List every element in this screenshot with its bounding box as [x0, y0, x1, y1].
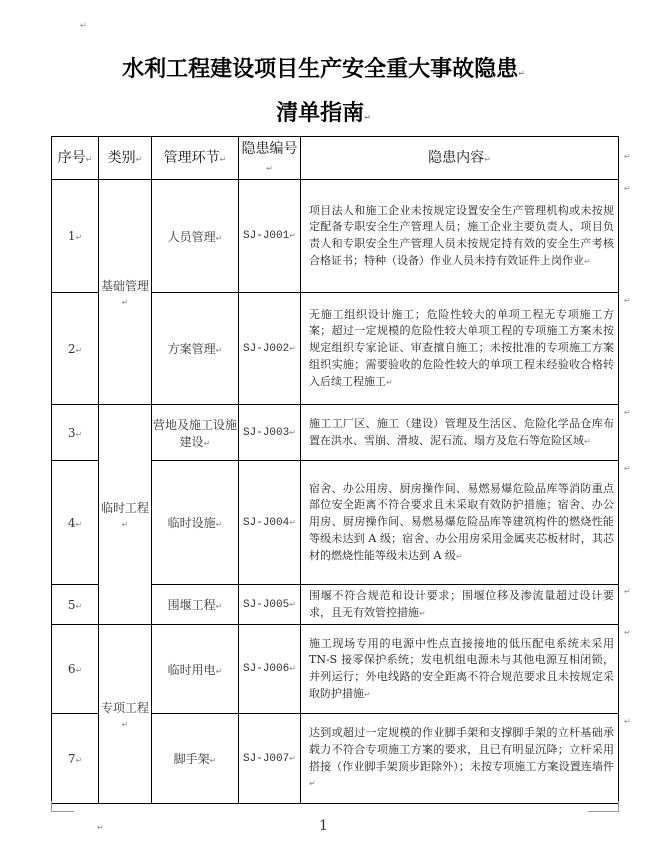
- row-no: 4↵: [52, 461, 99, 585]
- paragraph-mark-icon: ↵: [624, 408, 631, 417]
- row-code: SJ-J005↵: [239, 585, 301, 625]
- document-title-line1: 水利工程建设项目生产安全重大事故隐患↵: [122, 57, 525, 82]
- table-row: [52, 180, 619, 293]
- table-header-row: [52, 137, 619, 180]
- document-title-line2: 清单指南↵: [276, 101, 371, 126]
- row-stage: 人员管理↵: [152, 180, 239, 293]
- header-content: 隐患内容↵: [301, 137, 619, 180]
- row-code: SJ-J001↵: [239, 180, 301, 293]
- row-category: 专项工程↵: [99, 625, 152, 804]
- row-no: 5↵: [52, 585, 99, 625]
- row-content: 围堰不符合规范和设计要求；围堰位移及渗流量超过设计要求，且无有效管控措施↵: [301, 585, 619, 625]
- row-category: 临时工程↵: [99, 405, 152, 625]
- page-number: 1: [319, 818, 328, 834]
- row-no: 7↵: [52, 714, 99, 804]
- row-no: 6↵: [52, 625, 99, 714]
- table-row: [52, 625, 619, 714]
- row-content: 项目法人和施工企业未按规定设置安全生产管理机构或未按规定配备专职安全生产管理人员；施工企业主要负责人、项目负责人和专职安全生产管理人员未按规定持有效的安全生产考核合格证书；特种（设备）作业人员未持有效证件上岗作业↵: [301, 180, 619, 293]
- hazard-list-table: [51, 136, 619, 804]
- paragraph-mark-icon: ↵: [624, 717, 631, 726]
- row-content: 宿舍、办公用房、厨房操作间、易燃易爆危险品库等消防重点部位安全距离不符合要求且未采取有效防护措施；宿舍、办公用房、厨房操作间、易燃易爆危险品库等建筑构件的燃烧性能等级未达到 A 级；宿舍、办公用房采用金属夹芯板材时，其芯材的燃烧性能等级未达到 A 级↵: [301, 461, 619, 585]
- row-content: 无施工组织设计施工；危险性较大的单项工程无专项施工方案；超过一定规模的危险性较大单项工程的专项施工方案未按规定组织专家论证、审查擅自施工；未按批准的专项施工方案组织实施；需要验收的危险性较大的单项工程未经验收合格转入后续工程施工↵: [301, 293, 619, 405]
- paragraph-mark-icon: ↵: [364, 113, 371, 122]
- crop-mark-right: [588, 801, 619, 812]
- paragraph-mark-icon: ↵: [624, 184, 631, 193]
- row-stage: 脚手架↵: [152, 714, 239, 804]
- row-stage: 临时设施↵: [152, 461, 239, 585]
- row-content: 施工现场专用的电源中性点直接接地的低压配电系统未采用 TN-S 接零保护系统；发电机组电源未与其他电源互相闭锁，并列运行；外电线路的安全距离不符合规范要求且未按规定采取防护措施↵: [301, 625, 619, 714]
- row-no: 2↵: [52, 293, 99, 405]
- row-stage: 方案管理↵: [152, 293, 239, 405]
- row-code: SJ-J002↵: [239, 293, 301, 405]
- row-no: 3↵: [52, 405, 99, 461]
- paragraph-mark-icon: ↵: [624, 587, 631, 596]
- row-content: 达到或超过一定规模的作业脚手架和支撑脚手架的立杆基础承载力不符合专项施工方案的要求，且已有明显沉降；立杆采用搭接（作业脚手架顶步距除外）；未按专项施工方案设置连墙件↵: [301, 714, 619, 804]
- row-content: 施工工厂区、施工（建设）管理及生活区、危险化学品仓库布置在洪水、雪崩、滑坡、泥石流、塌方及危石等危险区域↵: [301, 405, 619, 461]
- row-stage: 围堰工程↵: [152, 585, 239, 625]
- paragraph-mark-icon: ↵: [624, 296, 631, 305]
- row-code: SJ-J007↵: [239, 714, 301, 804]
- row-stage: 营地及施工设施建设↵: [152, 405, 239, 461]
- paragraph-mark-icon: ↵: [80, 21, 87, 30]
- paragraph-mark-icon: ↵: [97, 823, 104, 832]
- row-stage: 临时用电↵: [152, 625, 239, 714]
- table-row: [52, 405, 619, 461]
- paragraph-mark-icon: ↵: [624, 628, 631, 637]
- header-no: 序号↵: [52, 137, 99, 180]
- header-stage: 管理环节↵: [152, 137, 239, 180]
- row-code: SJ-J003↵: [239, 405, 301, 461]
- row-no: 1↵: [52, 180, 99, 293]
- paragraph-mark-icon: ↵: [518, 69, 525, 78]
- row-code: SJ-J004↵: [239, 461, 301, 585]
- crop-mark-left: [51, 801, 74, 812]
- header-code: 隐患编号↵: [239, 137, 301, 180]
- paragraph-mark-icon: ↵: [624, 152, 631, 161]
- row-category: 基础管理↵: [99, 180, 152, 405]
- header-category: 类别↵: [99, 137, 152, 180]
- row-code: SJ-J006↵: [239, 625, 301, 714]
- paragraph-mark-icon: ↵: [624, 464, 631, 473]
